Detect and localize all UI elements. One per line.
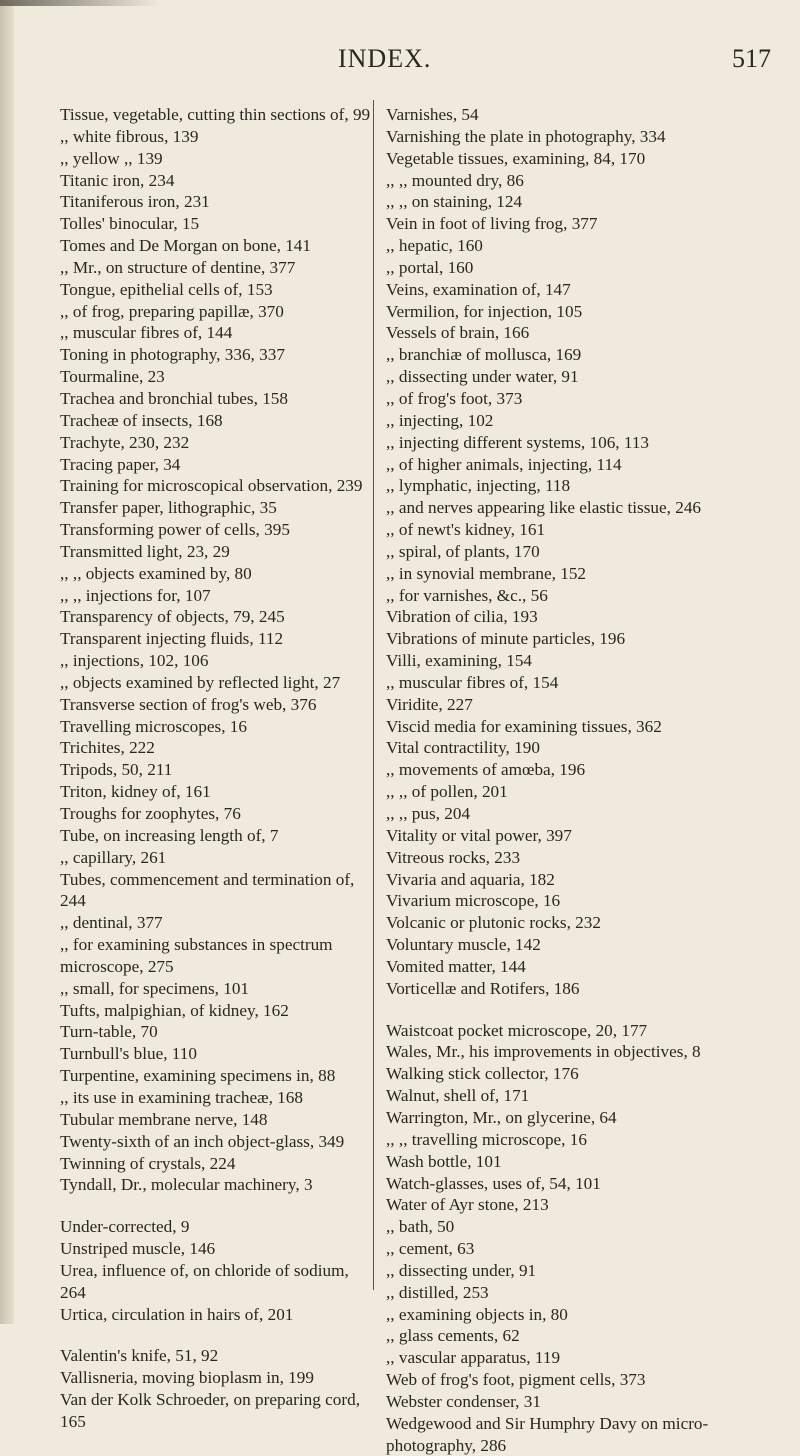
index-entry: Veins, examination of, 147 — [386, 279, 571, 299]
index-entry: Twenty-sixth of an inch object-glass, 349 — [60, 1131, 345, 1151]
index-entry: ,, ,, mounted dry, 86 — [386, 170, 524, 190]
index-entry: Varnishing the plate in photography, 334 — [386, 126, 666, 146]
index-entry: ,, lymphatic, injecting, 118 — [386, 476, 571, 496]
index-entry: Transparent injecting fluids, 112 — [60, 629, 284, 649]
index-entry: Transverse section of frog's web, 376 — [60, 694, 317, 714]
index-entry: ,, dissecting under, 91 — [386, 1260, 537, 1280]
index-entry: ,, portal, 160 — [386, 257, 474, 277]
index-entry: Titaniferous iron, 231 — [60, 192, 210, 212]
index-entry: Triton, kidney of, 161 — [60, 782, 211, 802]
index-entry: Toning in photography, 336, 337 — [60, 345, 285, 365]
index-entry: Unstriped muscle, 146 — [60, 1239, 216, 1259]
index-entry: Vital contractility, 190 — [386, 738, 540, 758]
index-entry: Tolles' binocular, 15 — [60, 214, 200, 234]
index-entry: Walking stick collector, 176 — [386, 1064, 579, 1084]
index-entry: ,, and nerves appearing like elastic tissue, 246 — [386, 498, 702, 518]
index-entry: Training for microscopical observation, 239 — [60, 476, 363, 496]
index-entry: ,, dentinal, 377 — [60, 913, 163, 933]
index-entry: Tissue, vegetable, cutting thin sections of, 99 — [60, 105, 371, 124]
index-entry: Vorticellæ and Rotifers, 186 — [386, 978, 580, 998]
index-entry: ,, ,, on staining, 124 — [386, 192, 523, 212]
index-entry: ,, Mr., on structure of dentine, 377 — [60, 257, 296, 277]
index-entry: ,, objects examined by reflected light, 27 — [60, 672, 341, 692]
index-entry: ,, its use in examining tracheæ, 168 — [60, 1087, 303, 1107]
index-entry: ,, spiral, of plants, 170 — [386, 541, 540, 561]
index-entry: ,, branchiæ of mollusca, 169 — [386, 345, 582, 365]
index-entry: ,, for varnishes, &c., 56 — [386, 585, 548, 605]
index-entry: Twinning of crystals, 224 — [60, 1153, 236, 1173]
index-entry: ,, ,, pus, 204 — [386, 804, 471, 823]
index-entry: ,, small, for specimens, 101 — [60, 978, 250, 998]
index-entry: Urtica, circulation in hairs of, 201 — [60, 1304, 294, 1324]
index-entry: Watch-glasses, uses of, 54, 101 — [386, 1173, 601, 1193]
index-entry: Tongue, epithelial cells of, 153 — [60, 279, 273, 299]
index-entry: ,, of frog's foot, 373 — [386, 388, 523, 408]
index-entry: Waistcoat pocket microscope, 20, 177 — [386, 1020, 648, 1040]
index-entry: ,, white fibrous, 139 — [60, 126, 199, 146]
index-entry: ,, ,, injections for, 107 — [60, 585, 211, 605]
scan-shadow — [0, 0, 160, 6]
index-entry: ,, dissecting under water, 91 — [386, 367, 579, 387]
index-entry: Volcanic or plutonic rocks, 232 — [386, 913, 601, 933]
index-entry: Vitality or vital power, 397 — [386, 825, 572, 845]
index-entry: Tomes and De Morgan on bone, 141 — [60, 236, 311, 256]
index-entry: ,, ,, objects examined by, 80 — [60, 563, 252, 583]
index-entry: Vomited matter, 144 — [386, 956, 526, 976]
page-header — [0, 44, 800, 74]
index-entry: Vivarium microscope, 16 — [386, 891, 561, 911]
index-entry: Villi, examining, 154 — [386, 651, 533, 671]
index-entry: Vibrations of minute particles, 196 — [386, 629, 626, 649]
index-entry: ,, distilled, 253 — [386, 1282, 489, 1302]
index-entry: Titanic iron, 234 — [60, 170, 175, 190]
index-entry: ,, of frog, preparing papillæ, 370 — [60, 301, 284, 321]
index-entry: ,, hepatic, 160 — [386, 236, 483, 256]
index-entry: ,, capillary, 261 — [60, 847, 167, 867]
index-entry: Vibration of cilia, 193 — [386, 607, 538, 627]
index-entry: Voluntary muscle, 142 — [386, 935, 541, 955]
index-entry: ,, for examining substances in spectrum microscope, 275 — [60, 935, 333, 976]
index-entry: Tracing paper, 34 — [60, 454, 181, 474]
index-entry: ,, cement, 63 — [386, 1239, 475, 1259]
index-entry: Under-corrected, 9 — [60, 1217, 190, 1237]
index-entry: ,, injecting different systems, 106, 113 — [386, 432, 650, 452]
index-entry: ,, muscular fibres of, 154 — [386, 672, 559, 692]
index-column-right — [386, 104, 738, 1456]
index-entry: Vermilion, for injection, 105 — [386, 301, 583, 321]
index-entry: Vivaria and aquaria, 182 — [386, 869, 555, 889]
index-entry: Transforming power of cells, 395 — [60, 520, 290, 540]
index-entry: Vitreous rocks, 233 — [386, 847, 521, 867]
index-entry: Tyndall, Dr., molecular machinery, 3 — [60, 1175, 313, 1195]
index-entry: ,, ,, of pollen, 201 — [386, 782, 508, 802]
index-entry: Turn-table, 70 — [60, 1022, 158, 1042]
index-entry: Wash bottle, 101 — [386, 1151, 502, 1171]
index-entry: Vallisneria, moving bioplasm in, 199 — [60, 1368, 314, 1388]
index-entry: Viscid media for examining tissues, 362 — [386, 716, 662, 736]
index-entry: Urea, influence of, on chloride of sodium, 264 — [60, 1260, 349, 1302]
index-entry: Trachyte, 230, 232 — [60, 432, 190, 452]
index-entry: Vein in foot of living frog, 377 — [386, 214, 598, 234]
index-column-left — [60, 104, 375, 1433]
index-entry: ,, in synovial membrane, 152 — [386, 563, 587, 583]
index-entry: Trachea and bronchial tubes, 158 — [60, 388, 288, 408]
page-number: 517 — [732, 44, 771, 73]
index-entry: Vessels of brain, 166 — [386, 323, 530, 343]
index-entry: Troughs for zoophytes, 76 — [60, 804, 241, 823]
index-entry: ,, of higher animals, injecting, 114 — [386, 454, 622, 474]
index-entry: Web of frog's foot, pigment cells, 373 — [386, 1370, 646, 1390]
index-entry: Transparency of objects, 79, 245 — [60, 607, 285, 627]
page-binding-edge — [0, 0, 14, 1324]
index-entry: Tube, on increasing length of, 7 — [60, 825, 279, 845]
index-entry: Wales, Mr., his improvements in objectives, 8 — [386, 1042, 701, 1062]
index-entry: Vegetable tissues, examining, 84, 170 — [386, 148, 646, 168]
index-entry: Van der Kolk Schroeder, on preparing cord, 165 — [60, 1390, 360, 1431]
index-entry: ,, injecting, 102 — [386, 410, 494, 430]
index-entry: Turpentine, examining specimens in, 88 — [60, 1066, 336, 1086]
index-entry: ,, glass cements, 62 — [386, 1326, 520, 1346]
index-entry: ,, movements of amœba, 196 — [386, 760, 586, 780]
index-entry: Warrington, Mr., on glycerine, 64 — [386, 1107, 617, 1127]
index-entry: Viridite, 227 — [386, 694, 473, 714]
index-entry: Water of Ayr stone, 213 — [386, 1195, 549, 1215]
index-entry: Walnut, shell of, 171 — [386, 1086, 530, 1106]
index-entry: Wedgewood and Sir Humphry Davy on micro-photography, 286 — [386, 1413, 709, 1455]
index-entry: Tufts, malpighian, of kidney, 162 — [60, 1000, 289, 1020]
index-entry: Transfer paper, lithographic, 35 — [60, 498, 277, 518]
index-entry: Varnishes, 54 — [386, 105, 479, 124]
index-entry: Tubular membrane nerve, 148 — [60, 1109, 268, 1129]
index-entry: Travelling microscopes, 16 — [60, 716, 247, 736]
index-entry: Trichites, 222 — [60, 738, 155, 758]
index-entry: Tripods, 50, 211 — [60, 760, 173, 780]
index-entry: ,, of newt's kidney, 161 — [386, 520, 546, 540]
index-entry: ,, ,, travelling microscope, 16 — [386, 1129, 587, 1149]
index-entry: ,, injections, 102, 106 — [60, 651, 209, 671]
index-entry: Tubes, commencement and termination of, 244 — [60, 869, 355, 911]
index-entry: Valentin's knife, 51, 92 — [60, 1346, 219, 1366]
index-entry: Tourmaline, 23 — [60, 367, 165, 387]
index-entry: ,, yellow ,, 139 — [60, 148, 163, 168]
index-entry: Tracheæ of insects, 168 — [60, 410, 223, 430]
index-entry: Transmitted light, 23, 29 — [60, 541, 230, 561]
index-entry: ,, muscular fibres of, 144 — [60, 323, 233, 343]
index-entry: Turnbull's blue, 110 — [60, 1044, 197, 1064]
index-entry: Webster condenser, 31 — [386, 1391, 541, 1411]
running-title: INDEX. — [338, 44, 432, 73]
index-entry: ,, vascular apparatus, 119 — [386, 1348, 561, 1368]
index-entry: ,, examining objects in, 80 — [386, 1304, 568, 1324]
index-entry: ,, bath, 50 — [386, 1217, 455, 1237]
